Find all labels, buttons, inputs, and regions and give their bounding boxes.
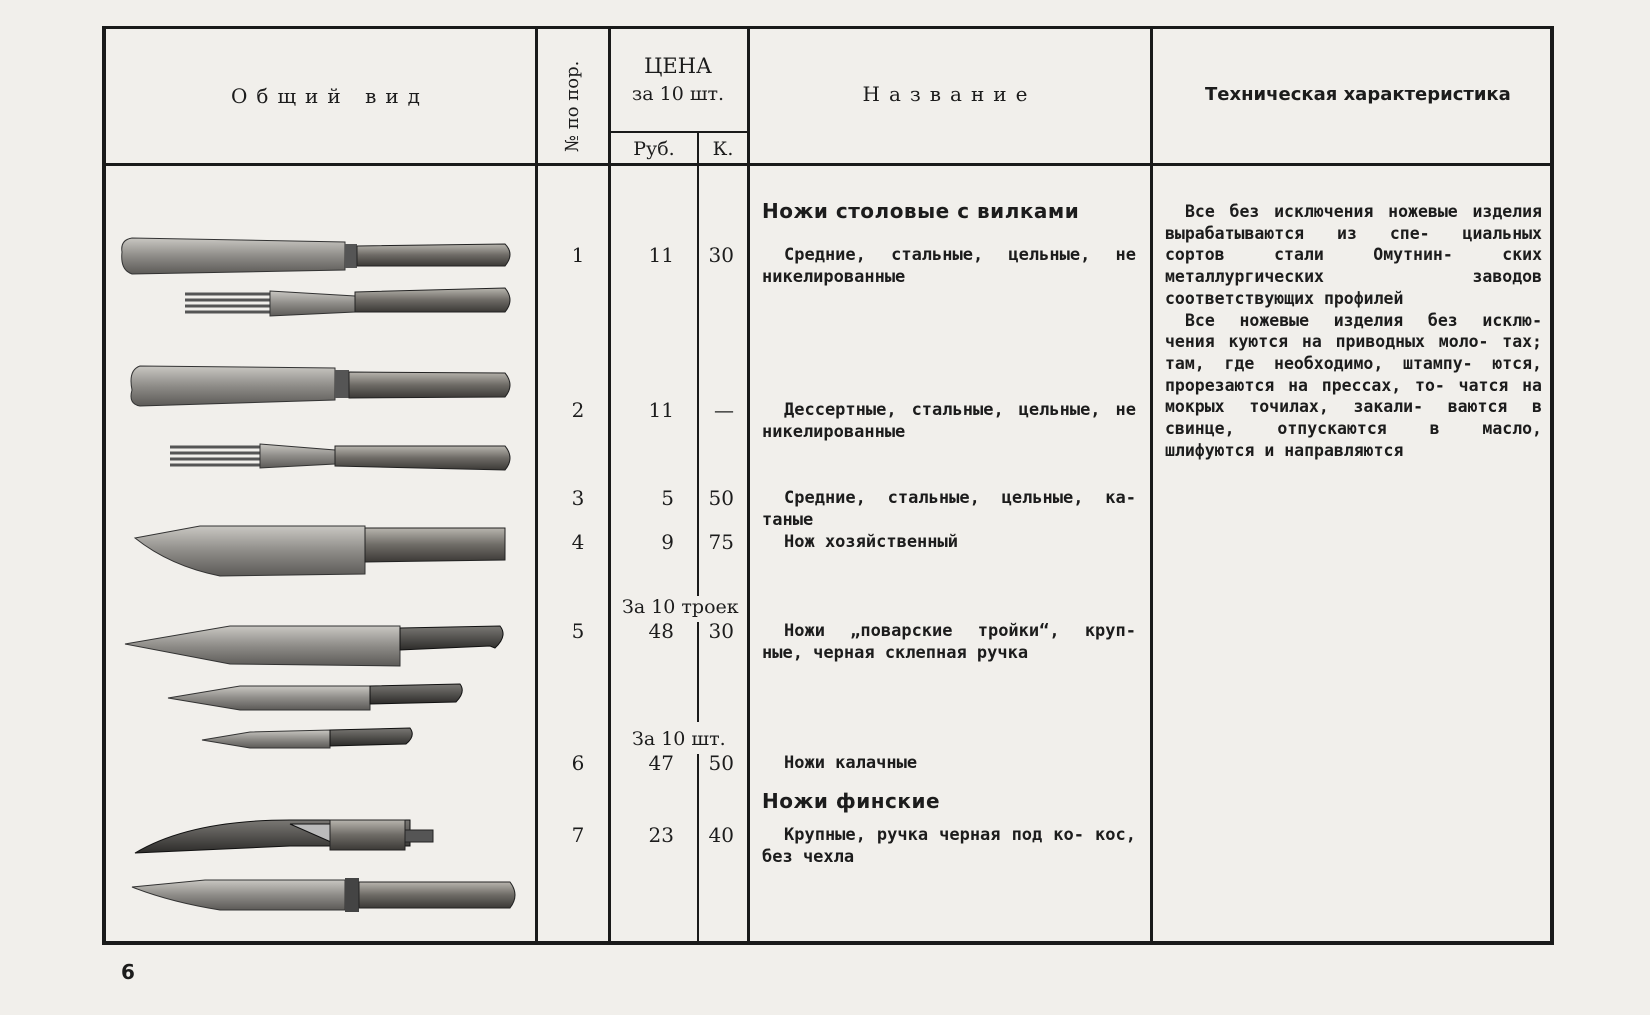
finnish-knife-sheathed-illustration bbox=[135, 820, 433, 853]
header-price-sub: за 10 шт. bbox=[631, 83, 725, 105]
rub-kop-divider bbox=[697, 166, 699, 596]
chef-knife-large-illustration bbox=[125, 626, 503, 666]
section-table-knives: Ножи столовые с вилками bbox=[762, 199, 1080, 223]
row-number: 1 bbox=[571, 243, 585, 267]
row-price-rub: 5 bbox=[661, 486, 674, 510]
row-name: Ножи калачные bbox=[784, 753, 918, 773]
header-divider bbox=[102, 163, 1554, 166]
table-fork-1-illustration bbox=[185, 288, 510, 316]
row-price-kop: 75 bbox=[708, 530, 734, 554]
row-price-kop: 40 bbox=[708, 823, 734, 847]
row-price-rub: 47 bbox=[648, 751, 674, 775]
row-price-note: За 10 троек bbox=[622, 596, 739, 618]
header-name: Название bbox=[862, 82, 1037, 106]
rub-kop-divider bbox=[697, 622, 699, 722]
table-knife-1-illustration bbox=[122, 238, 510, 274]
header-price-title: ЦЕНА bbox=[644, 54, 712, 78]
row-name: Средние, стальные, цельные, ка- таные bbox=[762, 488, 1136, 530]
row-price-kop: 50 bbox=[708, 486, 734, 510]
row-number: 4 bbox=[571, 530, 585, 554]
cutlery-illustrations bbox=[110, 170, 530, 940]
header-number: № по пор. bbox=[562, 60, 583, 152]
dessert-knife-illustration bbox=[131, 366, 510, 406]
finnish-knife-illustration bbox=[132, 878, 515, 912]
header-view: Общий вид bbox=[231, 84, 429, 108]
col-line-price bbox=[747, 26, 750, 945]
row-name: Средние, стальные, цельные, не никелированные bbox=[762, 245, 1136, 287]
row-price-kop: 50 bbox=[708, 751, 734, 775]
row-price-kop: 30 bbox=[708, 619, 734, 643]
row-name: Нож хозяйственный bbox=[784, 532, 958, 552]
technical-description bbox=[1165, 201, 1542, 461]
row-price-rub: 48 bbox=[648, 619, 674, 643]
chef-knife-small-illustration bbox=[202, 728, 412, 748]
rub-kop-divider bbox=[697, 131, 699, 163]
row-name: Крупные, ручка черная под ко- кос, без чехла bbox=[762, 825, 1136, 867]
section-finnish-knives: Ножи финские bbox=[762, 789, 941, 813]
header-rub: Руб. bbox=[633, 138, 675, 160]
dessert-fork-illustration bbox=[170, 444, 510, 470]
col-line-number bbox=[608, 26, 611, 945]
rub-kop-divider bbox=[697, 754, 699, 945]
page-number: 6 bbox=[121, 960, 135, 984]
row-number: 3 bbox=[571, 486, 585, 510]
row-name: Дессертные, стальные, цельные, не никелированные bbox=[762, 400, 1136, 442]
row-price-kop: — bbox=[714, 398, 734, 422]
row-number: 7 bbox=[571, 823, 585, 847]
col-line-name bbox=[1150, 26, 1153, 945]
col-line-view bbox=[535, 26, 538, 945]
row-number: 6 bbox=[571, 751, 585, 775]
tech-paragraph: Все без исключения ножевые изделия вырабатываются из спе- циальных сортов стали Омутнин- ских металлургических заводов соответствующих профилей bbox=[1165, 202, 1542, 308]
header-kop: К. bbox=[712, 138, 734, 160]
chef-knife-medium-illustration bbox=[168, 684, 462, 710]
header-tech: Техническая характеристика bbox=[1205, 84, 1511, 105]
price-subheader-divider bbox=[609, 131, 748, 133]
row-price-kop: 30 bbox=[708, 243, 734, 267]
row-price-rub: 11 bbox=[648, 398, 674, 422]
tech-paragraph: Все ножевые изделия без исклю- чения куются на приводных моло- тах; там, где необходимо, штампу- ются, прорезаются на прессах, то- чатся на мокрых точилах, закали- ваются в свинце, отпускаются в масло, шлифуются и направляются bbox=[1165, 310, 1542, 460]
row-price-rub: 11 bbox=[648, 243, 674, 267]
household-knife-illustration bbox=[135, 526, 505, 576]
row-name: Ножи „поварские тройки“, круп- ные, черная склепная ручка bbox=[762, 621, 1136, 663]
row-price-rub: 23 bbox=[648, 823, 674, 847]
row-price-note: За 10 шт. bbox=[632, 728, 726, 750]
row-number: 5 bbox=[571, 619, 585, 643]
row-number: 2 bbox=[571, 398, 585, 422]
row-price-rub: 9 bbox=[661, 530, 674, 554]
